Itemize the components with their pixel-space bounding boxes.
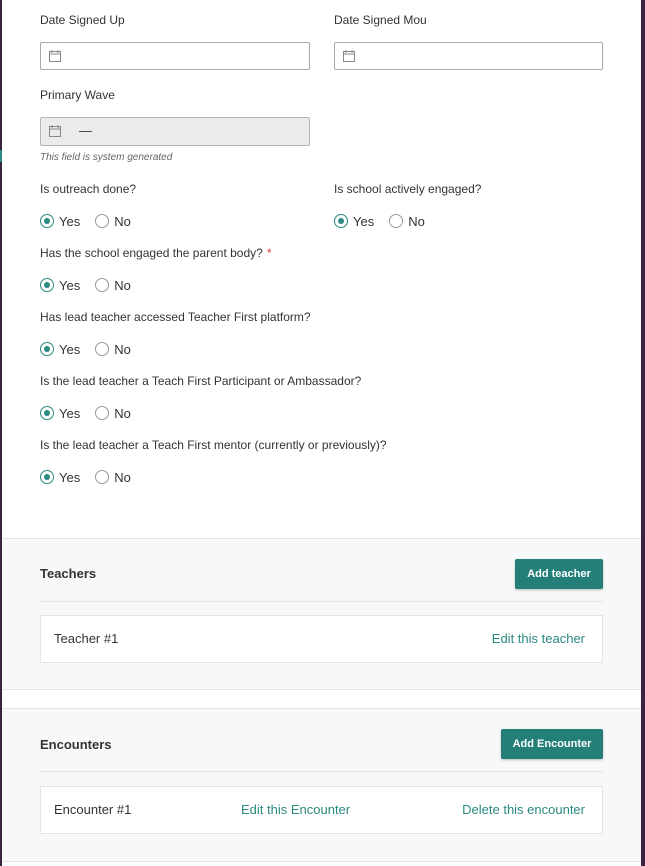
- no-label: No: [408, 213, 425, 229]
- outreach-done-yes-radio[interactable]: [40, 214, 54, 228]
- add-teacher-button[interactable]: Add teacher: [515, 559, 603, 589]
- outreach-done-label: Is outreach done?: [40, 182, 137, 196]
- required-marker: *: [266, 246, 272, 260]
- teachers-section-title: Teachers: [40, 566, 97, 581]
- school-details-modal: [2, 0, 641, 866]
- edit-teacher-link[interactable]: Edit this teacher: [491, 631, 585, 646]
- calendar-icon: [343, 50, 355, 62]
- lead-teacher-mentor-label: Is the lead teacher a Teach First mentor (currently or previously)?: [40, 438, 387, 452]
- yes-label: Yes: [59, 213, 81, 229]
- encounter-name: Encounter #1: [54, 802, 132, 817]
- edit-encounter-link[interactable]: Edit this Encounter: [241, 802, 351, 817]
- date-signed-mou-input[interactable]: [334, 42, 603, 70]
- primary-wave-input: [40, 117, 310, 146]
- parent-body-yes-radio[interactable]: [40, 278, 54, 292]
- no-label: No: [114, 469, 131, 485]
- lead-teacher-platform-yes-radio[interactable]: [40, 342, 54, 356]
- teacher-list-item: [40, 615, 603, 663]
- no-label: No: [114, 213, 131, 229]
- actively-engaged-radio-group: [334, 212, 440, 230]
- parent-body-no-radio[interactable]: [95, 278, 109, 292]
- date-signed-up-label: Date Signed Up: [40, 13, 125, 27]
- teacher-name: Teacher #1: [54, 631, 119, 646]
- outreach-done-no-radio[interactable]: [95, 214, 109, 228]
- teachers-section: [2, 538, 641, 690]
- lead-teacher-participant-no-radio[interactable]: [95, 406, 109, 420]
- primary-wave-hint: This field is system generated: [40, 152, 173, 163]
- teachers-divider: [40, 601, 603, 602]
- lead-teacher-participant-yes-radio[interactable]: [40, 406, 54, 420]
- encounters-section: [2, 708, 641, 862]
- lead-teacher-platform-no-radio[interactable]: [95, 342, 109, 356]
- outreach-done-radio-group: [40, 212, 146, 230]
- date-signed-mou-label: Date Signed Mou: [334, 13, 427, 27]
- actively-engaged-yes-radio[interactable]: [334, 214, 348, 228]
- actively-engaged-no-radio[interactable]: [389, 214, 403, 228]
- yes-label: Yes: [59, 405, 81, 421]
- lead-teacher-mentor-radio-group: [40, 468, 146, 486]
- lead-teacher-platform-label: Has lead teacher accessed Teacher First platform?: [40, 310, 311, 324]
- primary-wave-label: Primary Wave: [40, 88, 115, 102]
- add-encounter-button[interactable]: Add Encounter: [501, 729, 603, 759]
- lead-teacher-platform-radio-group: [40, 340, 146, 358]
- parent-body-label: [40, 246, 272, 260]
- encounter-list-item: [40, 786, 603, 834]
- yes-label: Yes: [59, 469, 81, 485]
- yes-label: Yes: [353, 213, 375, 229]
- yes-label: Yes: [59, 277, 81, 293]
- no-label: No: [114, 341, 131, 357]
- parent-body-radio-group: [40, 276, 146, 294]
- calendar-icon: [49, 125, 61, 137]
- no-label: No: [114, 277, 131, 293]
- parent-body-label-text: Has the school engaged the parent body?: [40, 246, 263, 260]
- lead-teacher-mentor-no-radio[interactable]: [95, 470, 109, 484]
- lead-teacher-participant-label: Is the lead teacher a Teach First Participant or Ambassador?: [40, 374, 362, 388]
- lead-teacher-mentor-yes-radio[interactable]: [40, 470, 54, 484]
- calendar-icon: [49, 50, 61, 62]
- delete-encounter-link[interactable]: Delete this encounter: [462, 802, 585, 817]
- encounters-divider: [40, 771, 603, 772]
- actively-engaged-label: Is school actively engaged?: [334, 182, 482, 196]
- date-signed-up-input[interactable]: [40, 42, 310, 70]
- yes-label: Yes: [59, 341, 81, 357]
- no-label: No: [114, 405, 131, 421]
- primary-wave-value: —: [79, 123, 92, 138]
- lead-teacher-participant-radio-group: [40, 404, 146, 422]
- encounters-section-title: Encounters: [40, 737, 112, 752]
